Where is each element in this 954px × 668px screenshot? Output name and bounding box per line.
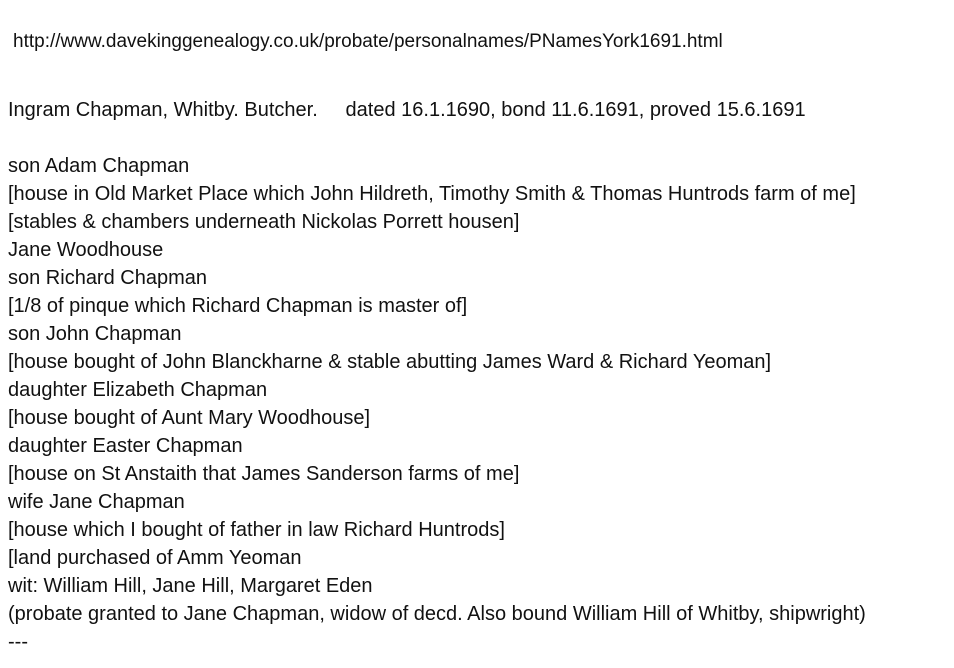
- record-line: [1/8 of pinque which Richard Chapman is master of]: [8, 295, 468, 317]
- record-lines: [8, 152, 866, 656]
- record-line: (probate granted to Jane Chapman, widow of decd. Also bound William Hill of Whitby, shipwright): [8, 603, 866, 625]
- record-line: [house bought of John Blanckharne & stable abutting James Ward & Richard Yeoman]: [8, 351, 772, 373]
- record-line: wife Jane Chapman: [8, 491, 185, 513]
- record-heading: Ingram Chapman, Whitby. Butcher. dated 16.1.1690, bond 11.6.1691, proved 15.6.1691: [8, 99, 806, 121]
- record-line: [house bought of Aunt Mary Woodhouse]: [8, 407, 371, 429]
- record-line: daughter Easter Chapman: [8, 435, 243, 457]
- record-line: son Adam Chapman: [8, 155, 190, 177]
- record-line: son Richard Chapman: [8, 267, 207, 289]
- record-line: daughter Elizabeth Chapman: [8, 379, 268, 401]
- record-line: [land purchased of Amm Yeoman: [8, 547, 302, 569]
- record-line: [house in Old Market Place which John Hildreth, Timothy Smith & Thomas Huntrods farm of me]: [8, 183, 856, 205]
- record-line: [house which I bought of father in law Richard Huntrods]: [8, 519, 505, 541]
- record-line: ---: [8, 631, 28, 653]
- record-line: wit: William Hill, Jane Hill, Margaret Eden: [8, 575, 373, 597]
- record-line: son John Chapman: [8, 323, 182, 345]
- source-url: http://www.davekinggenealogy.co.uk/probate/personalnames/PNamesYork1691.html: [13, 31, 723, 52]
- record-line: [stables & chambers underneath Nickolas Porrett housen]: [8, 211, 520, 233]
- record-line: Jane Woodhouse: [8, 239, 164, 261]
- record-line: [house on St Anstaith that James Sanderson farms of me]: [8, 463, 520, 485]
